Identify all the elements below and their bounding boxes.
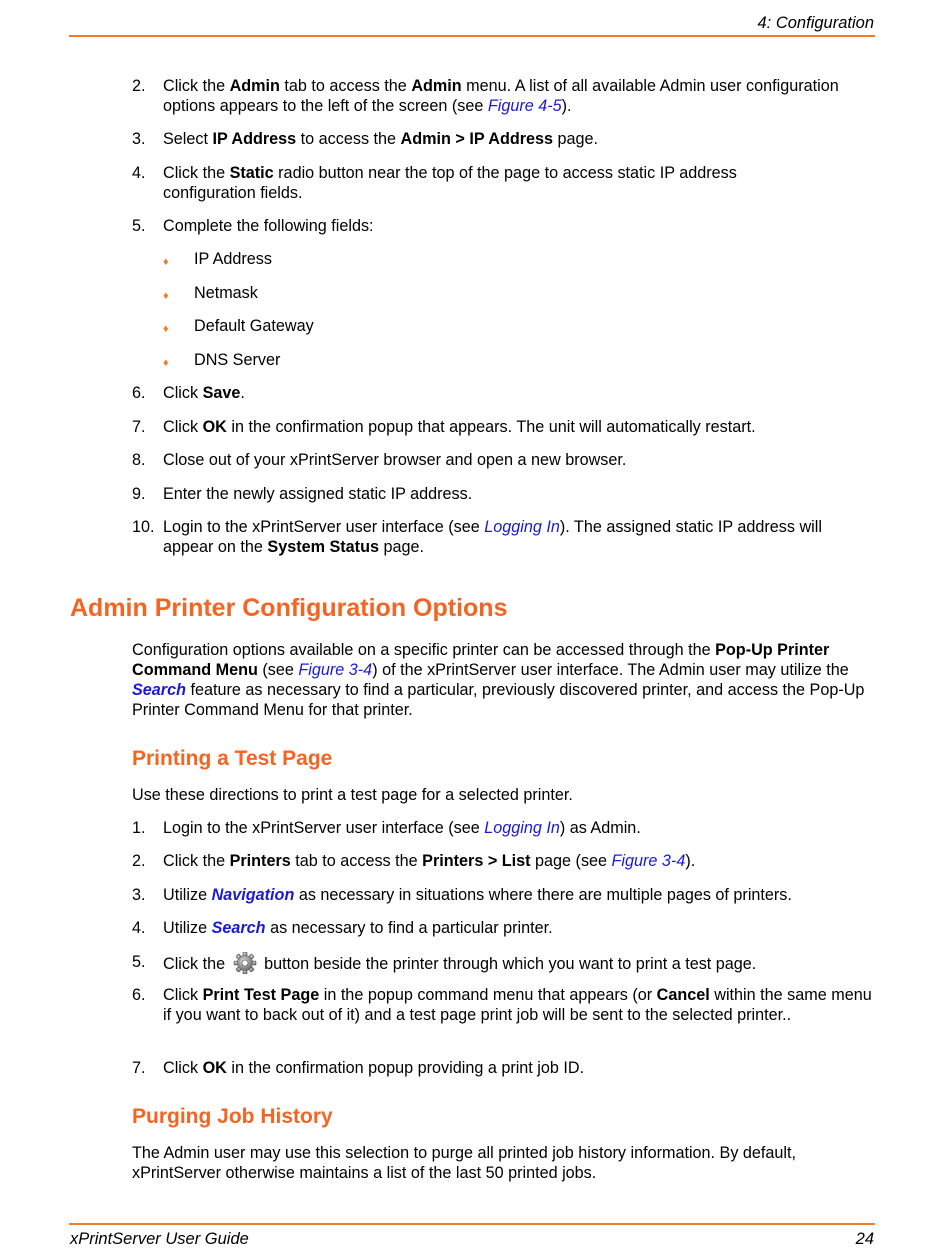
diamond-bullet-icon: ♦ (163, 323, 169, 335)
figure-link[interactable]: Figure 3-4 (611, 852, 686, 870)
list-item: 3. Utilize Navigation as necessary in situations where there are multiple pages of printers. (132, 886, 792, 904)
figure-link[interactable]: Figure 4-5 (487, 97, 562, 115)
navigation-link[interactable]: Navigation (211, 886, 295, 904)
diamond-bullet-icon: ♦ (163, 357, 169, 369)
page-number: 24 (855, 1230, 874, 1248)
bullet-item: ♦ DNS Server (163, 350, 280, 370)
list-item: 4. Click the Static radio button near the top of the page to access static IP address configuration fields. (132, 164, 737, 202)
list-item: 3. Select IP Address to access the Admin > IP Address page. (132, 130, 599, 148)
section-heading: Admin Printer Configuration Options (70, 594, 508, 622)
figure-link[interactable]: Figure 3-4 (298, 661, 373, 679)
list-item: 7. Click OK in the confirmation popup providing a print job ID. (132, 1059, 585, 1077)
section-paragraph: Configuration options available on a specific printer can be accessed through the Pop-Up Printer Command Menu (see Figure 3-4) of the xPrintServer user interface. The Admin user may utilize the Search feature as necessary to find a particular, previously discovered printer, and access the Pop-Up Printer Command Menu for that printer. (132, 641, 865, 719)
search-link[interactable]: Search (211, 919, 266, 937)
list-item: 6. Click Save. (132, 384, 245, 402)
running-header: 4: Configuration (757, 14, 874, 32)
diamond-bullet-icon: ♦ (163, 256, 169, 268)
footer-title: xPrintServer User Guide (70, 1230, 249, 1248)
bullet-item: ♦ IP Address (163, 249, 272, 269)
header-rule (69, 35, 875, 37)
logging-in-link[interactable]: Logging In (484, 819, 560, 837)
subsection-heading: Purging Job History (132, 1105, 333, 1128)
list-item: 8. Close out of your xPrintServer browser and open a new browser. (132, 451, 627, 469)
intro-text: Use these directions to print a test page for a selected printer. (132, 786, 573, 804)
list-item: 2. Click the Admin tab to access the Admin menu. A list of all available Admin user configuration options appears to the left of the screen (see Figure 4-5). (132, 77, 839, 115)
footer-rule (69, 1223, 875, 1225)
list-item: 5. Complete the following fields: (132, 217, 374, 235)
diamond-bullet-icon: ♦ (163, 290, 169, 302)
gear-icon (232, 952, 258, 974)
list-item: 4. Utilize Search as necessary to find a particular printer. (132, 919, 553, 937)
section-paragraph: The Admin user may use this selection to purge all printed job history information. By default, xPrintServer otherwise maintains a list of the last 50 printed jobs. (132, 1144, 797, 1182)
bullet-item: ♦ Netmask (163, 283, 258, 303)
list-item: 1. Login to the xPrintServer user interface (see Logging In) as Admin. (132, 819, 641, 837)
list-item: 5. Click the button beside the printer through which you want to print a test page. (132, 953, 757, 973)
subsection-heading: Printing a Test Page (132, 747, 333, 770)
list-item: 6. Click Print Test Page in the popup command menu that appears (or Cancel within the same menu if you want to back out of it) and a test page print job will be sent to the selected printer.. (132, 986, 872, 1024)
bullet-item: ♦ Default Gateway (163, 316, 314, 336)
list-item: 2. Click the Printers tab to access the Printers > List page (see Figure 3-4). (132, 852, 696, 870)
list-item: 7. Click OK in the confirmation popup that appears. The unit will automatically restart. (132, 418, 756, 436)
search-link[interactable]: Search (132, 681, 186, 699)
list-item: 9. Enter the newly assigned static IP address. (132, 485, 473, 503)
list-item: 10. Login to the xPrintServer user interface (see Logging In). The assigned static IP address will appear on the System Status page. (132, 518, 822, 556)
logging-in-link[interactable]: Logging In (484, 518, 560, 536)
